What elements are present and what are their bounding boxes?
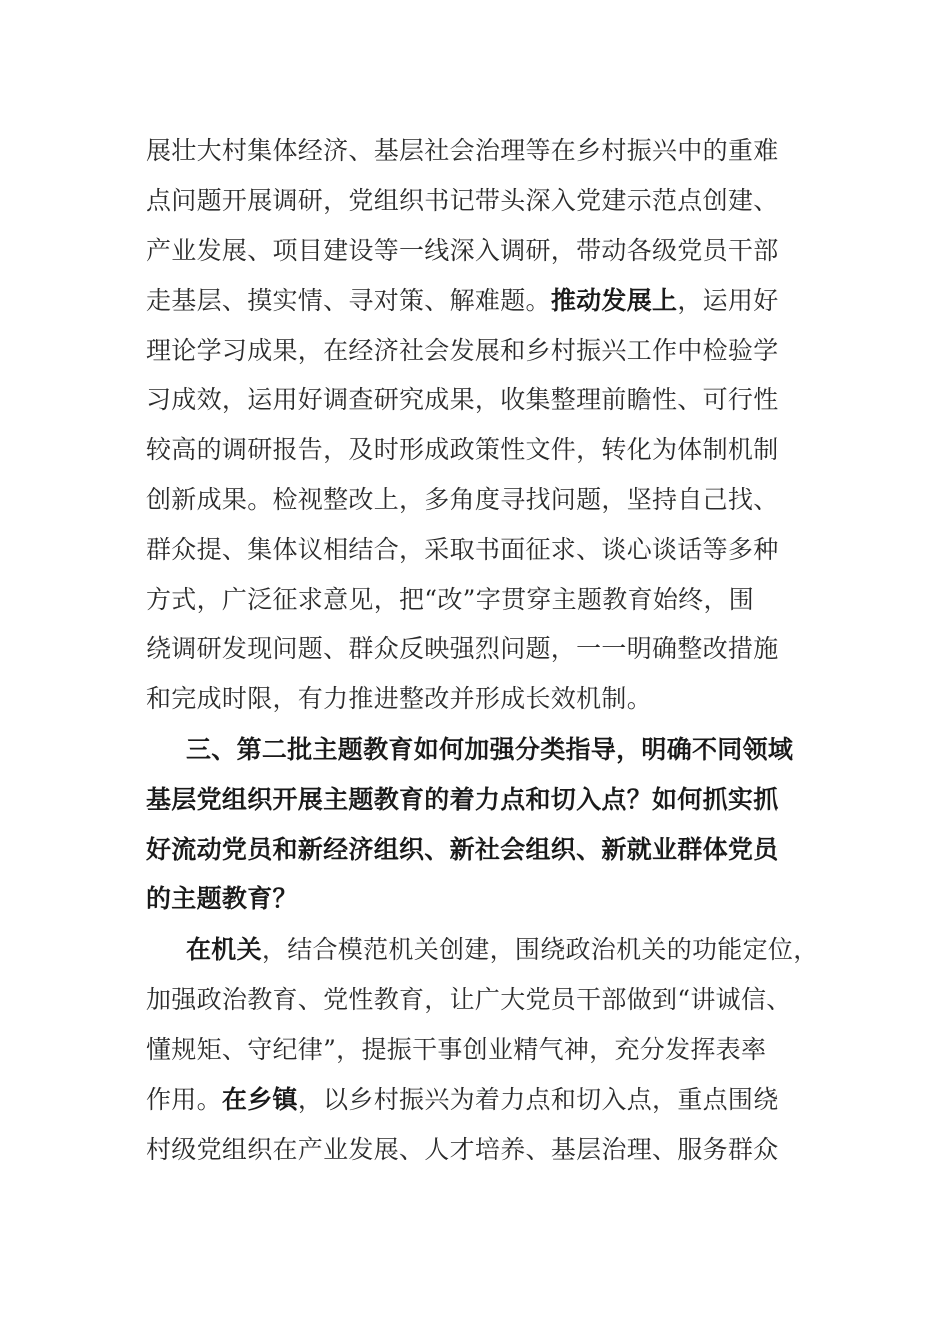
paragraph-line: 理论学习成果，在经济社会发展和乡村振兴工作中检验学	[146, 336, 779, 365]
text-run: ，运用好	[677, 286, 779, 315]
paragraph-line	[146, 281, 826, 321]
paragraph-line: 加强政治教育、党性教育，让广大党员干部做到“讲诚信、	[146, 985, 792, 1014]
text-run: 走基层、摸实情、寻对策、解难题。	[146, 286, 551, 315]
text-run: ，以乡村振兴为着力点和切入点，重点围绕	[297, 1085, 779, 1114]
paragraph-line: 展壮大村集体经济、基层社会治理等在乡村振兴中的重难	[146, 136, 779, 165]
section-heading-line: 三、第二批主题教育如何加强分类指导，明确不同领域	[186, 735, 794, 764]
paragraph-line: 方式，广泛征求意见，把“改”字贯穿主题教育始终，围	[146, 585, 755, 614]
text-run: ，结合模范机关创建，围绕政治机关的功能定位，	[261, 935, 819, 964]
paragraph-line	[186, 930, 866, 970]
paragraph-line: 创新成果。检视整改上，多角度寻找问题，坚持自己找、	[146, 485, 779, 514]
bold-phrase: 在乡镇	[221, 1085, 298, 1114]
paragraph-line: 习成效，运用好调查研究成果，收集整理前瞻性、可行性	[146, 385, 779, 414]
paragraph-line: 绕调研发现问题、群众反映强烈问题，一一明确整改措施	[146, 634, 779, 663]
bold-phrase: 推动发展上	[550, 286, 678, 315]
text-run: 作用。	[146, 1085, 222, 1114]
paragraph-line: 产业发展、项目建设等一线深入调研，带动各级党员干部	[146, 236, 779, 265]
paragraph-line: 群众提、集体议相结合，采取书面征求、谈心谈话等多种	[146, 535, 779, 564]
paragraph-line	[146, 1080, 826, 1120]
paragraph-line: 和完成时限，有力推进整改并形成长效机制。	[146, 684, 653, 713]
section-heading-line: 好流动党员和新经济组织、新社会组织、新就业群体党员	[146, 835, 779, 864]
paragraph-line: 较高的调研报告，及时形成政策性文件，转化为体制机制	[146, 435, 779, 464]
section-heading-line: 的主题教育？	[146, 884, 298, 913]
paragraph-line: 点问题开展调研，党组织书记带头深入党建示范点创建、	[146, 186, 779, 215]
bold-phrase: 在机关	[186, 935, 262, 964]
paragraph-line: 懂规矩、守纪律”，提振干事创业精气神，充分发挥表率	[146, 1035, 767, 1064]
paragraph-line: 村级党组织在产业发展、人才培养、基层治理、服务群众	[146, 1135, 779, 1164]
section-heading-line: 基层党组织开展主题教育的着力点和切入点？如何抓实抓	[146, 785, 779, 814]
